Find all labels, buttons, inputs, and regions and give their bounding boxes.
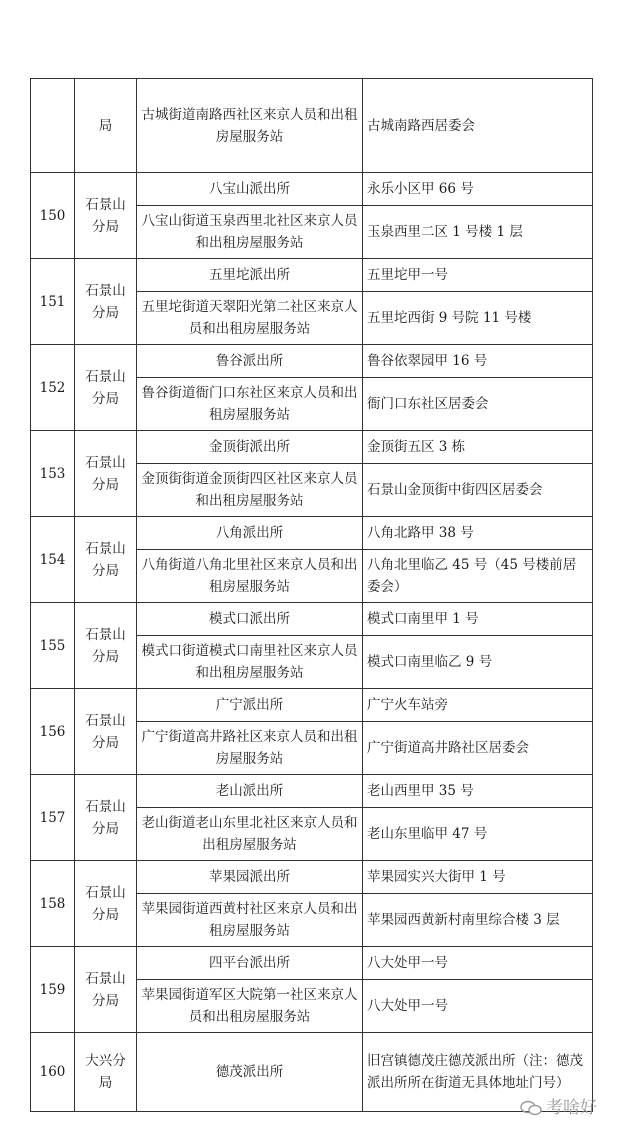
table-row xyxy=(31,345,593,378)
row-number-cell: 153 xyxy=(31,431,75,517)
dept-cell: 石景山分局 xyxy=(75,431,137,517)
row-number-cell: 150 xyxy=(31,173,75,259)
dept-cell: 石景山分局 xyxy=(75,947,137,1033)
dept-cell: 石景山分局 xyxy=(75,689,137,775)
station-name-cell: 苹果园派出所 xyxy=(137,861,363,894)
table-row xyxy=(31,689,593,722)
address-cell: 老山西里甲 35 号 xyxy=(363,775,593,808)
address-cell: 八大处甲一号 xyxy=(363,947,593,980)
address-cell: 鲁谷依翠园甲 16 号 xyxy=(363,345,593,378)
address-cell: 广宁火车站旁 xyxy=(363,689,593,722)
address-cell: 五里坨甲一号 xyxy=(363,259,593,292)
table-row xyxy=(31,431,593,464)
address-cell: 石景山金顶街中街四区居委会 xyxy=(363,464,593,517)
dept-cell: 石景山分局 xyxy=(75,173,137,259)
row-number-cell: 154 xyxy=(31,517,75,603)
table-row xyxy=(31,173,593,206)
table-row xyxy=(31,861,593,894)
station-name-cell: 八角街道八角北里社区来京人员和出租房屋服务站 xyxy=(137,550,363,603)
station-name-cell: 五里坨派出所 xyxy=(137,259,363,292)
station-name-cell: 广宁派出所 xyxy=(137,689,363,722)
dept-cell: 大兴分局 xyxy=(75,1033,137,1112)
address-cell: 模式口南里甲 1 号 xyxy=(363,603,593,636)
station-name-cell: 八宝山派出所 xyxy=(137,173,363,206)
row-number-cell: 158 xyxy=(31,861,75,947)
address-cell: 苹果园实兴大街甲 1 号 xyxy=(363,861,593,894)
station-name-cell: 模式口派出所 xyxy=(137,603,363,636)
address-cell: 金顶街五区 3 栋 xyxy=(363,431,593,464)
watermark xyxy=(520,1093,597,1118)
station-table xyxy=(30,78,593,1112)
station-name-cell: 四平台派出所 xyxy=(137,947,363,980)
station-name-cell: 古城街道南路西社区来京人员和出租房屋服务站 xyxy=(137,79,363,173)
watermark-text: 考啥好 xyxy=(546,1098,597,1118)
address-cell: 衙门口东社区居委会 xyxy=(363,378,593,431)
address-cell: 古城南路西居委会 xyxy=(363,79,593,173)
wechat-icon xyxy=(520,1100,542,1116)
station-name-cell: 八宝山街道玉泉西里北社区来京人员和出租房屋服务站 xyxy=(137,206,363,259)
address-cell: 永乐小区甲 66 号 xyxy=(363,173,593,206)
dept-cell: 石景山分局 xyxy=(75,517,137,603)
dept-cell: 石景山分局 xyxy=(75,861,137,947)
row-number-cell: 159 xyxy=(31,947,75,1033)
station-name-cell: 模式口街道模式口南里社区来京人员和出租房屋服务站 xyxy=(137,636,363,689)
row-number-cell: 152 xyxy=(31,345,75,431)
address-cell: 玉泉西里二区 1 号楼 1 层 xyxy=(363,206,593,259)
station-name-cell: 老山街道老山东里北社区来京人员和出租房屋服务站 xyxy=(137,808,363,861)
station-name-cell: 德茂派出所 xyxy=(137,1033,363,1112)
station-name-cell: 金顶街街道金顶街四区社区来京人员和出租房屋服务站 xyxy=(137,464,363,517)
dept-cell: 石景山分局 xyxy=(75,259,137,345)
address-cell: 苹果园西黄新村南里综合楼 3 层 xyxy=(363,894,593,947)
station-name-cell: 八角派出所 xyxy=(137,517,363,550)
station-name-cell: 苹果园街道西黄村社区来京人员和出租房屋服务站 xyxy=(137,894,363,947)
address-cell: 广宁街道高井路社区居委会 xyxy=(363,722,593,775)
table-row xyxy=(31,603,593,636)
row-number-cell: 157 xyxy=(31,775,75,861)
station-name-cell: 苹果园街道军区大院第一社区来京人员和出租房屋服务站 xyxy=(137,980,363,1033)
table-row xyxy=(31,259,593,292)
address-cell: 模式口南里临乙 9 号 xyxy=(363,636,593,689)
table-row xyxy=(31,1033,593,1112)
dept-cell: 石景山分局 xyxy=(75,345,137,431)
row-number-cell: 160 xyxy=(31,1033,75,1112)
address-cell: 八角北里临乙 45 号（45 号楼前居委会） xyxy=(363,550,593,603)
station-name-cell: 五里坨街道天翠阳光第二社区来京人员和出租房屋服务站 xyxy=(137,292,363,345)
address-cell: 老山东里临甲 47 号 xyxy=(363,808,593,861)
dept-cell: 石景山分局 xyxy=(75,603,137,689)
station-name-cell: 鲁谷派出所 xyxy=(137,345,363,378)
address-cell: 八角北路甲 38 号 xyxy=(363,517,593,550)
station-name-cell: 鲁谷街道衙门口东社区来京人员和出租房屋服务站 xyxy=(137,378,363,431)
row-number-cell: 156 xyxy=(31,689,75,775)
dept-cell: 局 xyxy=(75,79,137,173)
table-row xyxy=(31,947,593,980)
table-row xyxy=(31,775,593,808)
station-name-cell: 老山派出所 xyxy=(137,775,363,808)
station-name-cell: 广宁街道高井路社区来京人员和出租房屋服务站 xyxy=(137,722,363,775)
address-cell: 旧宫镇德茂庄德茂派出所（注：德茂派出所所在街道无具体地址门号） xyxy=(363,1033,593,1112)
station-name-cell: 金顶街派出所 xyxy=(137,431,363,464)
dept-cell: 石景山分局 xyxy=(75,775,137,861)
address-cell: 五里坨西街 9 号院 11 号楼 xyxy=(363,292,593,345)
row-number-cell: 151 xyxy=(31,259,75,345)
address-cell: 八大处甲一号 xyxy=(363,980,593,1033)
row-number-cell xyxy=(31,79,75,173)
table-row xyxy=(31,517,593,550)
table-row xyxy=(31,79,593,173)
row-number-cell: 155 xyxy=(31,603,75,689)
